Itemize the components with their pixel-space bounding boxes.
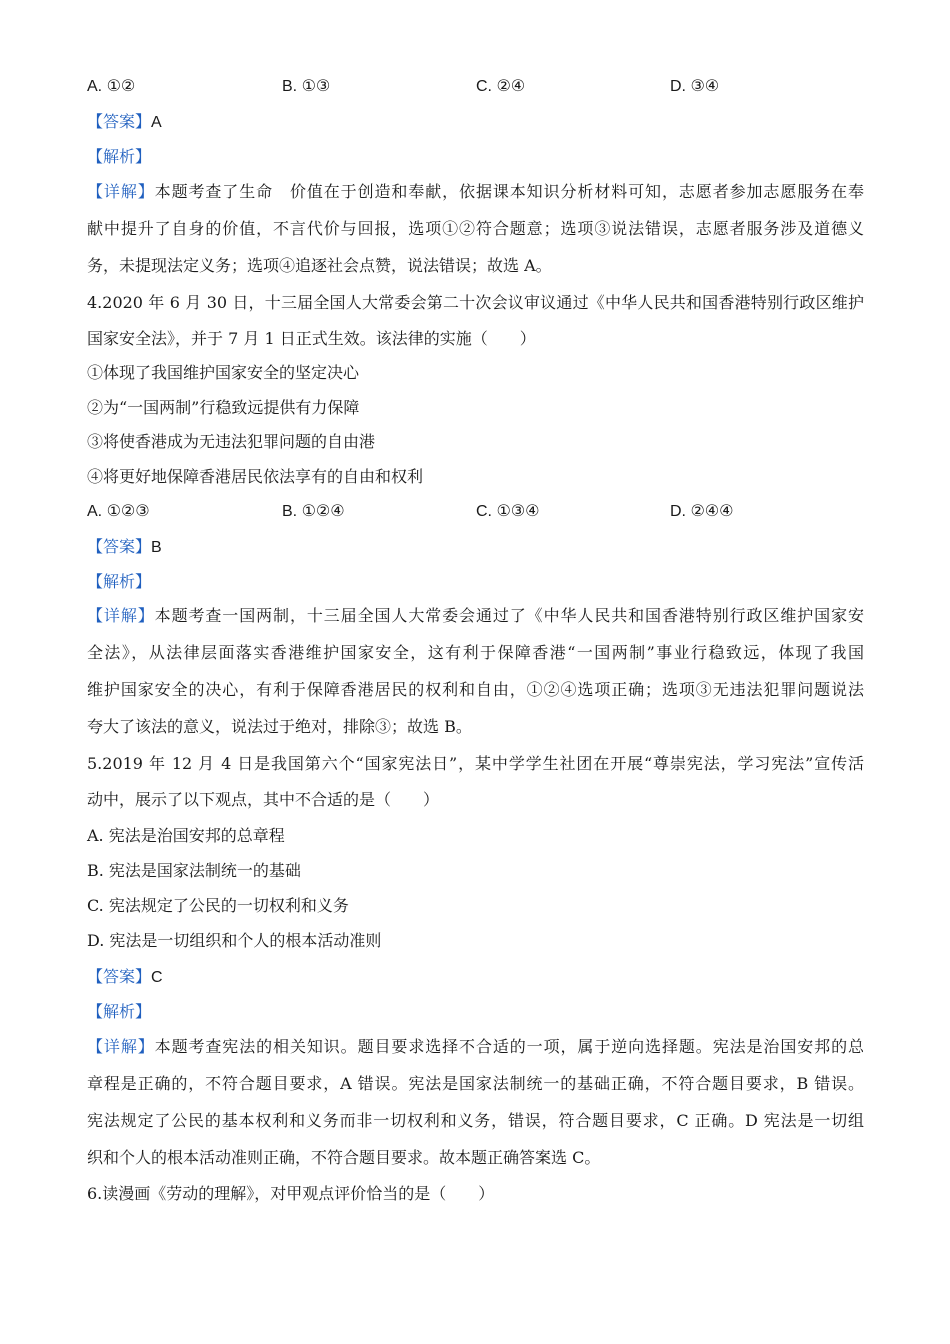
q4-stem-line-2: 国家安全法》，并于 7 月 1 日正式生效。该法律的实施（ ）	[87, 329, 536, 348]
q4-option-b: B. ①②④	[282, 503, 345, 520]
answer-tag: 【答案】	[87, 112, 152, 131]
answer-value: C	[151, 969, 163, 986]
answer-tag: 【答案】	[87, 537, 152, 556]
q4-item-3: ③将使香港成为无违法犯罪问题的自由港	[87, 432, 376, 451]
q5-analysis-tag: 【解析】	[87, 1002, 152, 1021]
q4-detail-line-1	[87, 605, 864, 627]
q4-item-1: ①体现了我国维护国家安全的坚定决心	[87, 363, 360, 382]
q4-option-d: D. ②④④	[670, 503, 734, 520]
q4-detail-line-2: 全法》，从法律层面落实香港维护国家安全，这有利于保障香港“一国两制”事业行稳致远，体现了我国	[87, 643, 864, 662]
q4-answer	[87, 536, 864, 559]
q6-stem: 6.读漫画《劳动的理解》，对甲观点评价恰当的是（ ）	[87, 1184, 495, 1203]
detail-text: 本题考查了生命 价值在于创造和奉献，依据课本知识分析材料可知，志愿者参加志愿服务在奉	[154, 182, 864, 201]
q4-stem-line-1: 4.2020 年 6 月 30 日，十三届全国人大常委会第二十次会议审议通过《中华人民共和国香港特别行政区维护	[87, 293, 864, 312]
q3-option-d: D. ③④	[670, 78, 720, 95]
detail-tag: 【详解】	[87, 606, 155, 625]
q3-detail-line-2: 献中提升了自身的价值，不言代价与回报，选项①②符合题意；选项③说法错误，志愿者服务涉及道德义	[87, 219, 864, 238]
q5-option-b: B. 宪法是国家法制统一的基础	[87, 861, 301, 880]
q5-detail-line-1	[87, 1036, 864, 1058]
detail-tag: 【详解】	[87, 182, 155, 201]
q5-stem-line-1: 5.2019 年 12 月 4 日是我国第六个“国家宪法日”，某中学学生社团在开展“尊崇宪法，学习宪法”宣传活	[87, 754, 864, 773]
q5-option-a: A. 宪法是治国安邦的总章程	[87, 826, 285, 845]
q4-detail-line-3: 维护国家安全的决心，有利于保障香港居民的权利和自由，①②④选项正确；选项③无违法犯罪问题说法	[87, 680, 864, 699]
q5-option-d: D. 宪法是一切组织和个人的根本活动准则	[87, 931, 382, 950]
detail-text: 本题考查宪法的相关知识。题目要求选择不合适的一项，属于逆向选择题。宪法是治国安邦的总	[154, 1037, 864, 1056]
answer-value: B	[151, 539, 162, 556]
detail-tag: 【详解】	[87, 1037, 155, 1056]
q3-detail-line-3: 务，未提现法定义务；选项④追逐社会点赞，说法错误；故选 A。	[87, 256, 552, 275]
q3-option-a: A. ①②	[87, 78, 136, 95]
q4-item-2: ②为“一国两制”行稳致远提供有力保障	[87, 398, 360, 417]
q3-option-b: B. ①③	[282, 78, 331, 95]
detail-text: 本题考查一国两制，十三届全国人大常委会通过了《中华人民共和国香港特别行政区维护国家安	[154, 606, 864, 625]
q4-analysis-tag: 【解析】	[87, 572, 152, 591]
q3-analysis-tag: 【解析】	[87, 147, 152, 166]
q5-detail-line-3: 宪法规定了公民的基本权利和义务而非一切权利和义务，错误，符合题目要求，C 正确。D 宪法是一切组	[87, 1111, 864, 1130]
q5-option-c: C. 宪法规定了公民的一切权利和义务	[87, 896, 349, 915]
q4-item-4: ④将更好地保障香港居民依法享有的自由和权利	[87, 467, 424, 486]
q5-detail-line-4: 织和个人的根本活动准则正确，不符合题目要求。故本题正确答案选 C。	[87, 1148, 601, 1167]
answer-tag: 【答案】	[87, 967, 152, 986]
q5-answer	[87, 966, 864, 989]
q5-stem-line-2: 动中，展示了以下观点，其中不合适的是（ ）	[87, 790, 440, 809]
q4-detail-line-4: 夸大了该法的意义，说法过于绝对，排除③；故选 B。	[87, 717, 472, 736]
q3-answer	[87, 111, 864, 134]
q4-option-a: A. ①②③	[87, 503, 150, 520]
q4-option-c: C. ①③④	[476, 503, 540, 520]
q3-option-c: C. ②④	[476, 78, 526, 95]
q5-detail-line-2: 章程是正确的，不符合题目要求，A 错误。宪法是国家法制统一的基础正确，不符合题目要求，B 错误。	[87, 1074, 864, 1093]
q3-detail-line-1	[87, 181, 864, 203]
answer-value: A	[151, 114, 162, 131]
